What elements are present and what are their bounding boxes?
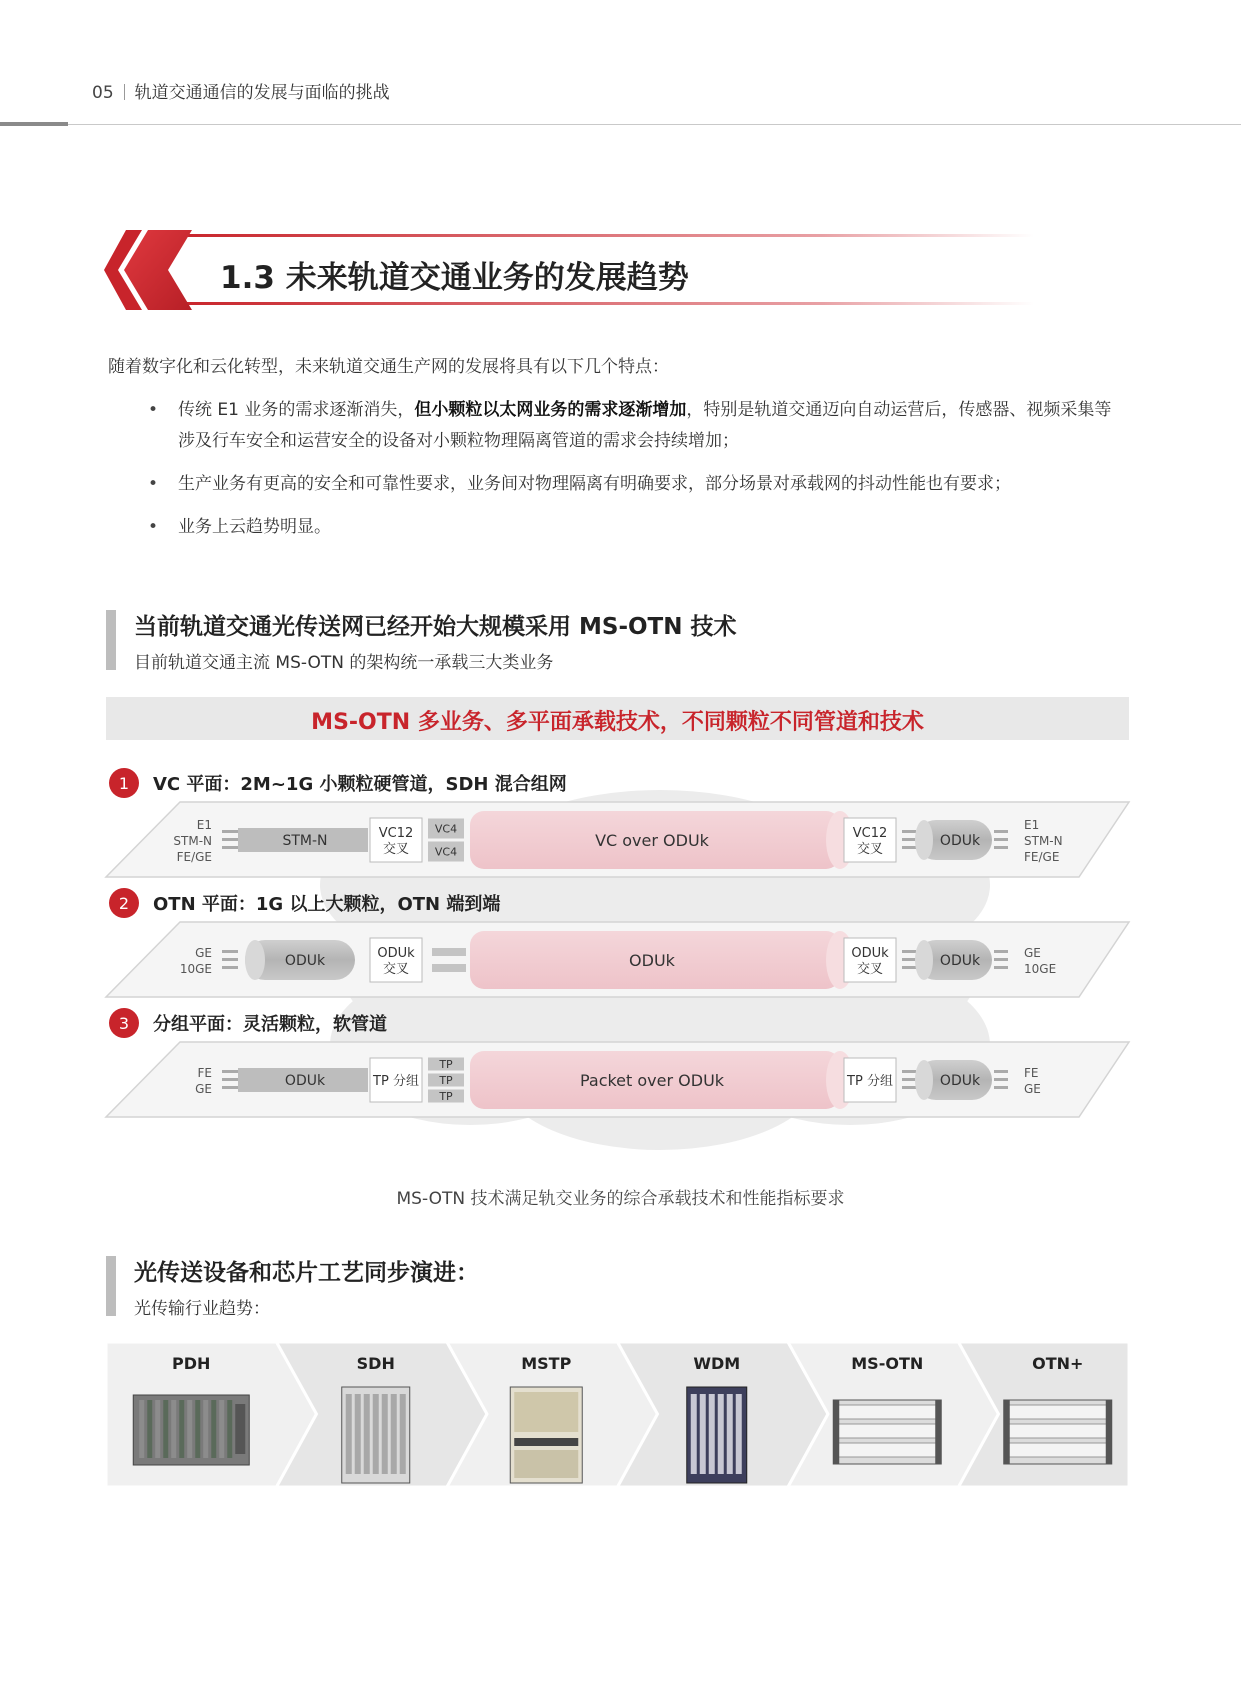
fiber-stub (902, 838, 916, 841)
switch-label: TP 分组 (373, 1074, 419, 1089)
section-title: 1.3 未来轨道交通业务的发展趋势 (220, 260, 689, 296)
pipe-end (915, 1060, 933, 1100)
fiber-stub (222, 1086, 238, 1089)
subsection-marker (106, 1256, 116, 1316)
plane-number: 2 (118, 894, 130, 913)
feature-list (148, 395, 1128, 555)
main-pipe-label: ODUk (629, 951, 675, 970)
fiber-stub (902, 1070, 916, 1073)
switch-label: TP 分组 (847, 1074, 893, 1089)
evolution-label: OTN+ (1032, 1354, 1084, 1373)
header-divider (124, 84, 125, 100)
fiber-stub (994, 846, 1008, 849)
output-label: FE (1024, 1066, 1039, 1080)
header-rule (0, 124, 1241, 125)
evolution-label: MSTP (521, 1354, 572, 1373)
right-pipe-label: ODUk (939, 953, 981, 969)
output-label: GE (1024, 1082, 1041, 1096)
equipment-icon (342, 1387, 410, 1483)
left-pipe-label: STM-N (282, 833, 328, 849)
fiber-stub (902, 966, 916, 969)
fiber-stub (902, 830, 916, 833)
switch-label: 交叉 (382, 962, 410, 977)
subsection-desc: 目前轨道交通主流 MS-OTN 的架构统一承载三大类业务 (134, 653, 554, 673)
mid-label: TP (439, 1090, 453, 1103)
fiber-stub (994, 950, 1008, 953)
subsection-marker (106, 610, 116, 670)
right-pipe-label: ODUk (939, 833, 981, 849)
page-number: 05 (92, 83, 114, 103)
mid-label: VC4 (434, 845, 458, 859)
mid-label: TP (439, 1058, 453, 1071)
fiber-stub (994, 1070, 1008, 1073)
evolution-strip (106, 1342, 1129, 1487)
mid-bar (432, 948, 466, 956)
main-pipe-label: VC over ODUk (595, 831, 709, 850)
evolution-label: SDH (356, 1354, 395, 1373)
switch-label: VC12 (378, 826, 414, 841)
switch-label: 交叉 (856, 962, 884, 977)
fiber-stub (222, 830, 238, 833)
switch-label: 交叉 (382, 842, 410, 857)
output-label: GE (1024, 946, 1041, 960)
left-pipe-label: ODUk (284, 1073, 326, 1089)
input-label: STM-N (173, 834, 212, 848)
subsection-title: 光传送设备和芯片工艺同步演进： (134, 1260, 479, 1286)
fiber-stub (994, 838, 1008, 841)
evolution-label: MS-OTN (851, 1354, 924, 1373)
equipment-icon (1004, 1400, 1112, 1464)
output-label: 10GE (1024, 962, 1057, 976)
switch-label: ODUk (377, 946, 415, 961)
main-pipe-label: Packet over ODUk (579, 1071, 725, 1090)
pipe-end (915, 940, 933, 980)
pipe-end (915, 820, 933, 860)
diagram-caption: MS-OTN 技术满足轨交业务的综合承载技术和性能指标要求 (396, 1189, 845, 1209)
highlight-band (106, 697, 1129, 740)
plane-title: VC 平面：2M~1G 小颗粒硬管道，SDH 混合组网 (153, 774, 567, 795)
plane-title: OTN 平面：1G 以上大颗粒，OTN 端到端 (153, 894, 501, 915)
header-title: 轨道交通通信的发展与面临的挑战 (134, 83, 390, 103)
output-label: E1 (1024, 818, 1040, 832)
service-plane (106, 768, 1129, 877)
evolution-label: PDH (172, 1354, 211, 1373)
evolution-label: WDM (693, 1354, 741, 1373)
equipment-icon (833, 1400, 941, 1464)
left-pipe-label: ODUk (284, 953, 326, 969)
pipe-end (245, 940, 265, 980)
fiber-stub (902, 846, 916, 849)
right-pipe-label: ODUk (939, 1073, 981, 1089)
header-rule-accent (0, 122, 68, 126)
input-label: 10GE (179, 962, 212, 976)
fiber-stub (994, 1078, 1008, 1081)
fiber-stub (222, 966, 238, 969)
mid-bar (432, 964, 466, 972)
subsection-title: 当前轨道交通光传送网已经开始大规模采用 MS-OTN 技术 (134, 614, 737, 640)
input-label: FE (197, 1066, 212, 1080)
fiber-stub (994, 1086, 1008, 1089)
input-label: FE/GE (176, 850, 212, 864)
input-label: GE (195, 1082, 212, 1096)
fiber-stub (902, 950, 916, 953)
output-label: STM-N (1024, 834, 1063, 848)
fiber-stub (994, 966, 1008, 969)
subsection-desc: 光传输行业趋势： (134, 1299, 270, 1319)
fiber-stub (222, 846, 238, 849)
section-banner (104, 230, 1034, 310)
mid-label: VC4 (434, 822, 458, 836)
fiber-stub (222, 958, 238, 961)
fiber-stub (994, 958, 1008, 961)
switch-label: VC12 (852, 826, 888, 841)
switch-label: 交叉 (856, 842, 884, 857)
list-item: • 传统 E1 业务的需求逐渐消失，但小颗粒以太网业务的需求逐渐增加，特别是轨道交通迈向自动运营后，传感器、视频采集等涉及行车安全和运营安全的设备对小颗粒物理隔离管道的需求会持续增加； (148, 395, 1128, 457)
fiber-stub (902, 1086, 916, 1089)
ms-otn-plane-diagram (0, 745, 1241, 1165)
equipment-icon (510, 1387, 582, 1483)
equipment-icon (687, 1387, 747, 1483)
fiber-stub (222, 950, 238, 953)
fiber-stub (994, 830, 1008, 833)
list-item: • 生产业务有更高的安全和可靠性要求，业务间对物理隔离有明确要求，部分场景对承载网的抖动性能也有要求； (148, 469, 1128, 500)
mid-label: TP (439, 1074, 453, 1087)
input-label: E1 (196, 818, 212, 832)
page-header (92, 78, 390, 103)
output-label: FE/GE (1024, 850, 1060, 864)
evolution-stage (106, 1342, 317, 1487)
switch-label: ODUk (851, 946, 889, 961)
plane-number: 3 (118, 1014, 130, 1033)
highlight-band-title: MS-OTN 多业务、多平面承载技术，不同颗粒不同管道和技术 (311, 710, 924, 735)
fiber-stub (222, 838, 238, 841)
fiber-stub (902, 958, 916, 961)
intro-paragraph: 随着数字化和云化转型，未来轨道交通生产网的发展将具有以下几个特点： (108, 357, 669, 377)
fiber-stub (222, 1078, 238, 1081)
input-label: GE (195, 946, 212, 960)
plane-number: 1 (118, 774, 130, 793)
plane-title: 分组平面：灵活颗粒，软管道 (153, 1014, 387, 1035)
equipment-icon (133, 1395, 249, 1465)
list-item: • 业务上云趋势明显。 (148, 512, 1128, 543)
fiber-stub (902, 1078, 916, 1081)
fiber-stub (222, 1070, 238, 1073)
